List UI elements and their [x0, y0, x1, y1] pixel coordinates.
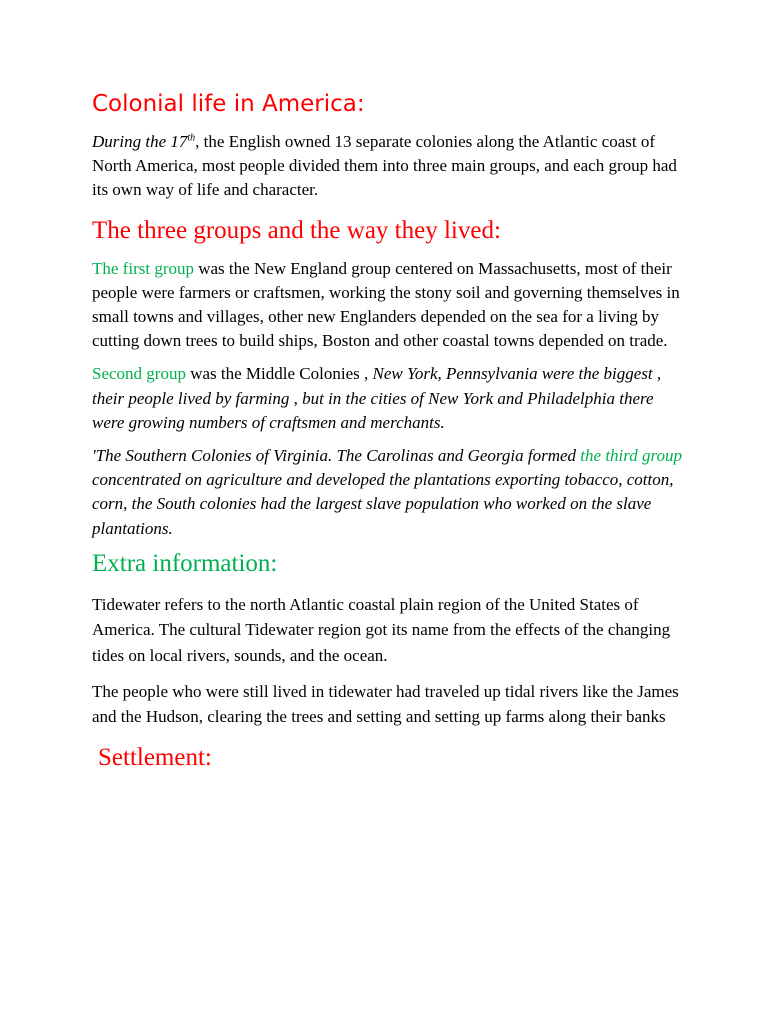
- group1-paragraph: [92, 257, 682, 354]
- group2-label: Second group: [92, 364, 186, 384]
- group1-text: was the New England group centered on Massachusetts, most of their people were farmers or craftsmen, working the stony soil and governing themselves in small towns and villages, other new Englanders depended on the sea for a living by cutting down trees to build ships, Boston and other coastal towns depended on trade.: [92, 258, 680, 351]
- intro-superscript: th: [187, 132, 196, 144]
- group3-text-before: 'The Southern Colonies of Virginia. The Carolinas and Georgia formed: [92, 446, 581, 466]
- intro-rest: , the English owned 13 separate colonies along the Atlantic coast of North America, most people divided them into three main groups, and each group had its own way of life and character.: [92, 132, 677, 200]
- group2-paragraph: [92, 362, 682, 435]
- extra-paragraph-1: Tidewater refers to the north Atlantic coastal plain region of the United States of America. The cultural Tidewater region got its name from the effects of the changing tides on local rivers, sounds, and the ocean.: [92, 594, 671, 665]
- group3-label: the third group: [580, 446, 682, 466]
- heading-three-groups: The three groups and the way they lived:: [92, 216, 501, 244]
- extra-paragraph-2: The people who were still lived in tidewater had traveled up tidal rivers like the James and the Hudson, clearing the trees and setting and setting up farms along their banks: [92, 682, 679, 726]
- intro-lead: During the 17th: [92, 132, 196, 151]
- group1-label: The first group: [92, 258, 194, 278]
- group3-text-after: concentrated on agriculture and developed the plantations exporting tobacco, cotton, corn, the South colonies had the largest slave population who worked on the slave plantations.: [92, 470, 674, 538]
- document-title: Colonial life in America:: [92, 91, 365, 117]
- document-page: [92, 88, 682, 773]
- heading-extra-information: Extra information:: [92, 549, 278, 577]
- heading-settlement: Settlement:: [98, 743, 212, 771]
- group2-text-italic: New York, Pennsylvania were the biggest , their people lived by farming , but in the cities of New York and Philadelphia there were growing numbers of craftsmen and merchants.: [92, 364, 662, 432]
- group2-text-plain: was the Middle Colonies ,: [185, 364, 373, 384]
- intro-paragraph: [92, 130, 682, 203]
- group3-paragraph: [92, 444, 682, 541]
